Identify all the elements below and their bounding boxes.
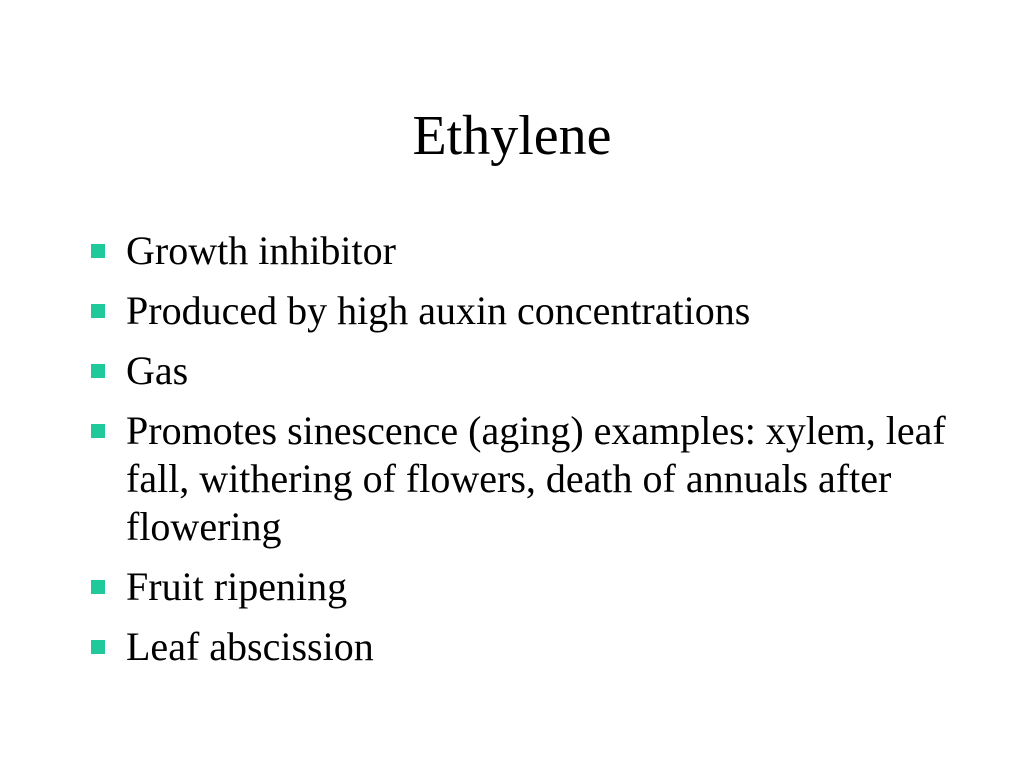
bullet-text: Growth inhibitor xyxy=(126,228,396,273)
bullet-text: Leaf abscission xyxy=(126,624,374,669)
square-bullet-icon xyxy=(91,364,105,378)
bullet-item xyxy=(90,347,950,395)
square-bullet-icon xyxy=(91,580,105,594)
bullet-text: Gas xyxy=(126,348,189,393)
square-bullet-icon xyxy=(91,424,105,438)
bullet-item xyxy=(90,623,950,671)
square-bullet-icon xyxy=(91,244,105,258)
square-bullet-icon xyxy=(91,304,105,318)
bullet-item xyxy=(90,407,950,551)
bullet-item xyxy=(90,563,950,611)
bullet-item xyxy=(90,227,950,275)
square-bullet-icon xyxy=(91,640,105,654)
bullet-list xyxy=(90,227,950,683)
slide-title: Ethylene xyxy=(412,105,612,167)
bullet-text: Promotes sinescence (aging) examples: xylem, leaf fall, withering of flowers, death of annuals after flowering xyxy=(126,408,946,549)
bullet-text: Produced by high auxin concentrations xyxy=(126,288,751,333)
bullet-item xyxy=(90,287,950,335)
bullet-text: Fruit ripening xyxy=(126,564,348,609)
